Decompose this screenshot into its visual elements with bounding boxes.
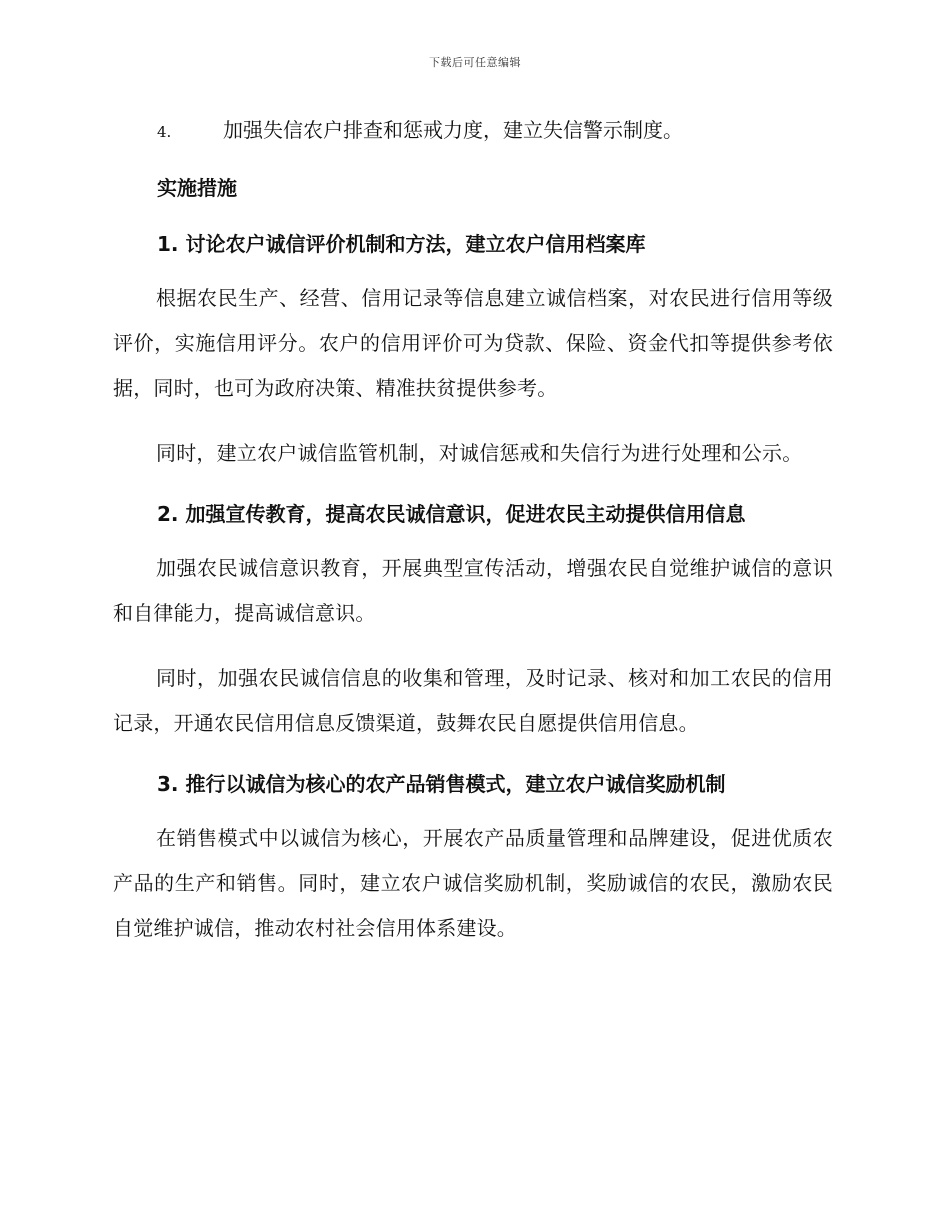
document-body bbox=[113, 112, 833, 971]
list-item-number: 4. bbox=[157, 123, 172, 141]
paragraph: 在销售模式中以诚信为核心，开展农产品质量管理和品牌建设，促进优质农产品的生产和销售。同时，建立农户诚信奖励机制，奖励诚信的农民，激励农民自觉维护诚信，推动农村社会信用体系建设。 bbox=[113, 826, 833, 940]
list-item bbox=[157, 112, 833, 150]
page-header-note: 下载后可任意编辑 bbox=[429, 56, 521, 69]
section-title: 实施措施 bbox=[157, 176, 237, 200]
subheading-3: 3. 推行以诚信为核心的农产品销售模式，建立农户诚信奖励机制 bbox=[157, 772, 726, 796]
subheading-1: 1. 讨论农户诚信评价机制和方法，建立农户信用档案库 bbox=[157, 232, 646, 256]
paragraph: 加强农民诚信意识教育，开展典型宣传活动，增强农民自觉维护诚信的意识和自律能力，提高诚信意识。 bbox=[113, 556, 833, 625]
paragraph: 同时，建立农户诚信监管机制，对诚信惩戒和失信行为进行处理和公示。 bbox=[156, 441, 803, 465]
subheading-2: 2. 加强宣传教育，提高农民诚信意识，促进农民主动提供信用信息 bbox=[157, 502, 746, 526]
list-item-text: 加强失信农户排查和惩戒力度，建立失信警示制度。 bbox=[223, 118, 683, 142]
paragraph: 根据农民生产、经营、信用记录等信息建立诚信档案，对农民进行信用等级评价，实施信用评分。农户的信用评价可为贷款、保险、资金代扣等提供参考依据，同时，也可为政府决策、精准扶贫提供参考。 bbox=[113, 286, 833, 400]
paragraph: 同时，加强农民诚信信息的收集和管理，及时记录、核对和加工农民的信用记录，开通农民信用信息反馈渠道，鼓舞农民自愿提供信用信息。 bbox=[113, 666, 833, 735]
